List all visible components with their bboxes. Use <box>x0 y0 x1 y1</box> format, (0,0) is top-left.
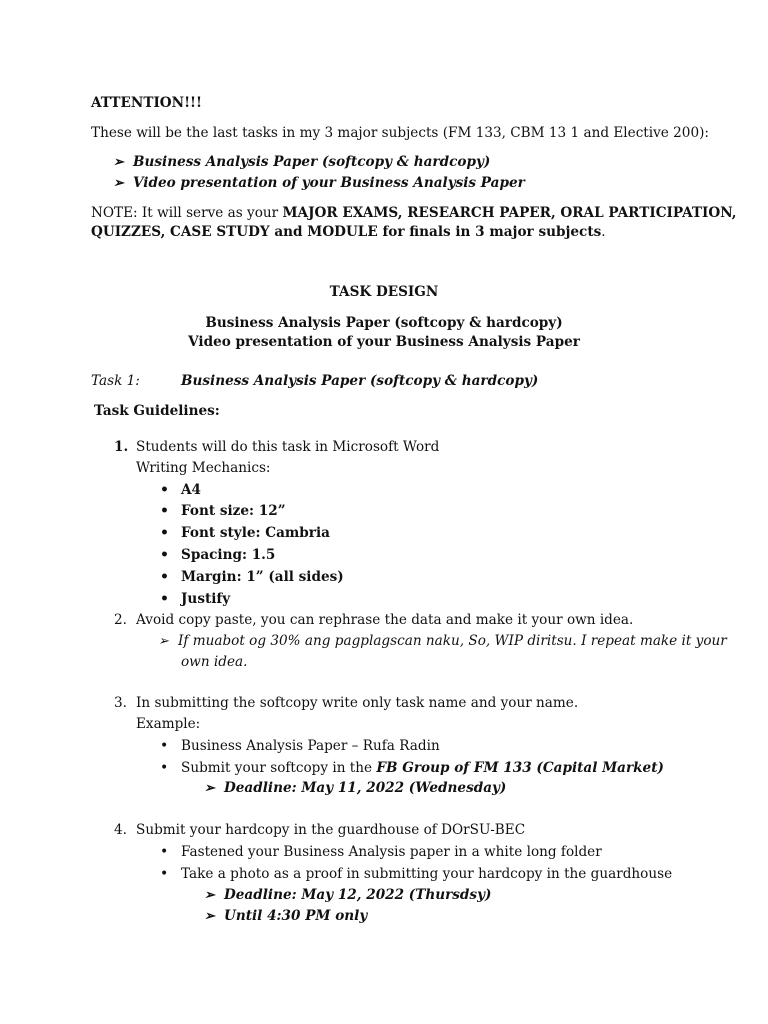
note-prefix: NOTE: It will serve as your <box>91 205 283 221</box>
item-number-1: 1. <box>114 439 129 455</box>
item-4-bullet-2-text: Take a photo as a proof in submitting your hardcopy in the guardhouse <box>181 866 673 882</box>
note-line-1 <box>91 203 737 223</box>
mechanics-item <box>160 545 275 565</box>
bullet-icon: • <box>160 591 169 607</box>
bullet-icon: • <box>160 738 169 754</box>
deadline-hardcopy <box>204 885 491 906</box>
deadline-softcopy-text: Deadline: May 11, 2022 (Wednesday) <box>224 780 507 796</box>
mechanics-item <box>160 589 230 609</box>
attention-heading: ATTENTION!!! <box>91 95 202 111</box>
note-bold-line-2: QUIZZES, CASE STUDY and MODULE for finals in 3 major subjects <box>91 224 602 240</box>
item-3-bullet-1 <box>160 736 440 756</box>
mechanics-item <box>160 501 286 521</box>
bullet-icon: • <box>160 547 169 563</box>
bullet-icon: • <box>160 525 169 541</box>
top-arrow-item-2 <box>113 173 525 194</box>
mechanics-item-text: Font size: 12” <box>181 503 286 519</box>
deadline-time <box>204 906 367 927</box>
bullet-icon: • <box>160 482 169 498</box>
item-3-bullet-2 <box>160 758 664 778</box>
deadline-time-text: Until 4:30 PM only <box>224 908 368 924</box>
task-design-line-2: Video presentation of your Business Analysis Paper <box>188 334 580 350</box>
item-number-3: 3. <box>114 695 127 711</box>
item-text-3: In submitting the softcopy write only task name and your name. <box>136 695 579 711</box>
intro-text-before: These will be the last tasks in my 3 major subjects ( <box>91 125 449 141</box>
arrow-bullet-icon: ➢ <box>204 909 215 924</box>
item-3-bullet-2-prefix: Submit your softcopy in the <box>181 760 377 776</box>
mechanics-item-text: Justify <box>181 591 231 607</box>
intro-paragraph <box>91 123 709 143</box>
top-arrow-text-2: Video presentation of your Business Analysis Paper <box>133 175 525 191</box>
mechanics-item <box>160 480 201 500</box>
arrow-bullet-icon: ➢ <box>113 155 124 170</box>
item-text-4: Submit your hardcopy in the guardhouse of DOrSU-BEC <box>136 822 526 838</box>
item-2-sub-line-2: own idea. <box>181 654 248 670</box>
bullet-icon: • <box>160 866 169 882</box>
item-4-bullet-1-text: Fastened your Business Analysis paper in a white long folder <box>181 844 602 860</box>
top-arrow-text-1: Business Analysis Paper (softcopy & hardcopy) <box>133 154 491 170</box>
mechanics-item-text: Font style: Cambria <box>181 525 330 541</box>
writing-mechanics-label: Writing Mechanics: <box>136 460 271 476</box>
bullet-icon: • <box>160 760 169 776</box>
intro-subjects: FM 133, CBM 13 1 and Elective 200 <box>448 125 700 141</box>
guidelines-heading: Task Guidelines: <box>94 403 220 419</box>
example-label: Example: <box>136 716 201 732</box>
item-2-sub-text-1: If muabot og 30% ang pagplagscan naku, So, WIP diritsu. I repeat make it your <box>178 633 727 649</box>
arrow-bullet-icon: ➢ <box>113 176 124 191</box>
mechanics-item-text: Margin: 1” (all sides) <box>181 569 344 585</box>
note-suffix: . <box>601 224 606 240</box>
item-3-bullet-1-text: Business Analysis Paper – Rufa Radin <box>181 738 440 754</box>
bullet-icon: • <box>160 569 169 585</box>
bullet-icon: • <box>160 844 169 860</box>
mechanics-item-text: Spacing: 1.5 <box>181 547 276 563</box>
item-text-2: Avoid copy paste, you can rephrase the data and make it your own idea. <box>136 612 634 628</box>
item-number-2: 2. <box>114 612 127 628</box>
top-arrow-item-1 <box>113 152 490 173</box>
note-bold-line-1: MAJOR EXAMS, RESEARCH PAPER, ORAL PARTICIPATION, <box>282 205 737 221</box>
task1-title: Business Analysis Paper (softcopy & hardcopy) <box>181 373 539 389</box>
deadline-hardcopy-text: Deadline: May 12, 2022 (Thursdsy) <box>224 887 492 903</box>
task-design-heading: TASK DESIGN <box>329 284 439 300</box>
item-number-4: 4. <box>114 822 127 838</box>
task-design-line-1: Business Analysis Paper (softcopy & hardcopy) <box>205 315 563 331</box>
intro-text-after: ): <box>699 125 709 141</box>
mechanics-item-text: A4 <box>181 482 202 498</box>
mechanics-item <box>160 523 330 543</box>
item-2-sub-line-1 <box>158 631 727 652</box>
arrow-bullet-icon: ➢ <box>158 634 169 649</box>
task1-label: Task 1: <box>91 373 140 389</box>
item-text-1: Students will do this task in Microsoft Word <box>136 439 440 455</box>
deadline-softcopy <box>204 778 506 799</box>
mechanics-item <box>160 567 344 587</box>
note-line-2 <box>91 222 606 242</box>
arrow-bullet-icon: ➢ <box>204 781 215 796</box>
item-4-bullet-2 <box>160 864 672 884</box>
item-3-bullet-2-bold: FB Group of FM 133 (Capital Market) <box>376 760 664 776</box>
bullet-icon: • <box>160 503 169 519</box>
arrow-bullet-icon: ➢ <box>204 888 215 903</box>
item-4-bullet-1 <box>160 842 602 862</box>
